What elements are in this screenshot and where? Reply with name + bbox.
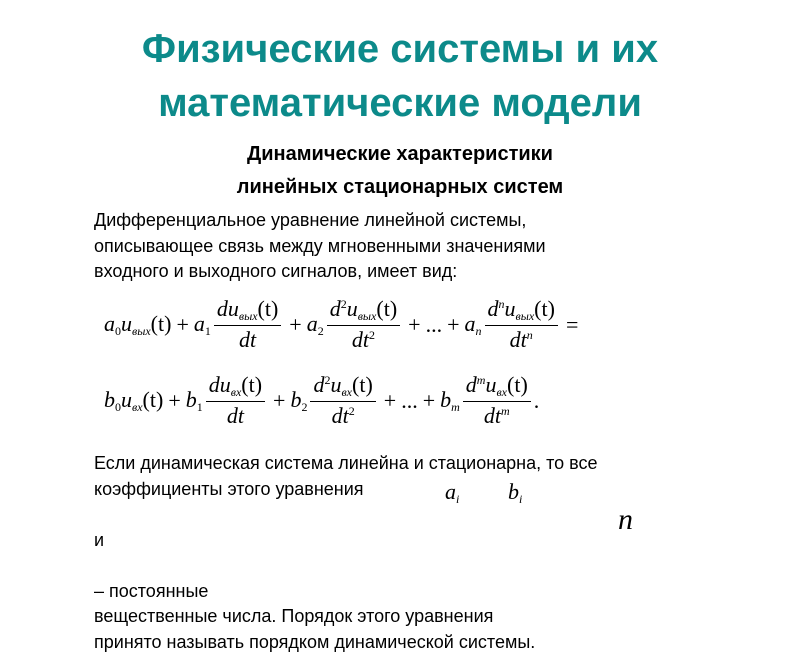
mth-derivative-in: $\frac{d^mu_{вх}(t)}{dt^m}$ xyxy=(463,372,531,429)
plus-sign: + xyxy=(423,388,435,414)
conclusion-line-4: принято называть порядком динамической системы. xyxy=(94,630,598,655)
coef-an: $a_n$ xyxy=(465,311,482,339)
plus-sign: + xyxy=(289,312,301,338)
coef-b0: $b_0$ xyxy=(104,387,121,415)
intro-line-1: Дифференциальное уравнение линейной системы, xyxy=(94,208,546,234)
second-derivative-out: $\frac{d^2u_{вых}(t)}{dt^2}$ xyxy=(327,296,400,353)
plus-sign: + xyxy=(273,388,285,414)
symbol-a-i: $a_i$ xyxy=(445,479,459,507)
first-derivative-in: $\frac{du_{вх}(t)}{dt}$ xyxy=(206,372,265,429)
plus-sign: + xyxy=(168,388,180,414)
conclusion-line-2: коэффициенты этого уравнения и – постоянные xyxy=(94,477,598,605)
period: . xyxy=(534,388,540,414)
u-in-term: $u_{вх}(t)$ xyxy=(121,387,163,415)
plus-sign: + xyxy=(408,312,420,338)
conclusion-line-3: вещественные числа. Порядок этого уравнения xyxy=(94,604,598,630)
subtitle-line-2: линейных стационарных систем xyxy=(0,171,800,204)
subtitle-line-1: Динамические характеристики xyxy=(0,138,800,171)
coef-a2: $a_2$ xyxy=(307,311,324,339)
plus-sign: + xyxy=(384,388,396,414)
first-derivative-out: $\frac{du_{вых}(t)}{dt}$ xyxy=(214,296,281,353)
equals-sign: = xyxy=(566,312,578,338)
ellipsis: ... xyxy=(401,388,418,414)
equation-output-side xyxy=(104,296,583,353)
title-line-2: математические модели xyxy=(0,76,800,130)
symbol-n: n xyxy=(618,503,633,537)
title-line-1: Физические системы и их xyxy=(0,22,800,76)
coef-a0: $a_0$ xyxy=(104,311,121,339)
nth-derivative-out: $\frac{d^nu_{вых}(t)}{dt^n}$ xyxy=(485,296,558,353)
slide-title xyxy=(0,22,800,130)
coef-b2: $b_2$ xyxy=(290,387,307,415)
intro-line-2: описывающее связь между мгновенными значениями xyxy=(94,234,546,260)
plus-sign: + xyxy=(176,312,188,338)
intro-line-3: входного и выходного сигналов, имеет вид: xyxy=(94,259,546,285)
intro-paragraph xyxy=(94,208,546,285)
plus-sign: + xyxy=(447,312,459,338)
slide-subtitle xyxy=(0,138,800,204)
equation-input-side xyxy=(104,372,539,429)
coef-b1: $b_1$ xyxy=(186,387,203,415)
conclusion-line-1: Если динамическая система линейна и стационарна, то все xyxy=(94,451,598,477)
coef-bm: $b_m$ xyxy=(440,387,460,415)
ellipsis: ... xyxy=(426,312,443,338)
second-derivative-in: $\frac{d^2u_{вх}(t)}{dt^2}$ xyxy=(310,372,375,429)
coef-a1: $a_1$ xyxy=(194,311,211,339)
symbol-b-i: $b_i$ xyxy=(508,479,522,507)
u-out-term: $u_{вых}(t)$ xyxy=(121,311,171,339)
